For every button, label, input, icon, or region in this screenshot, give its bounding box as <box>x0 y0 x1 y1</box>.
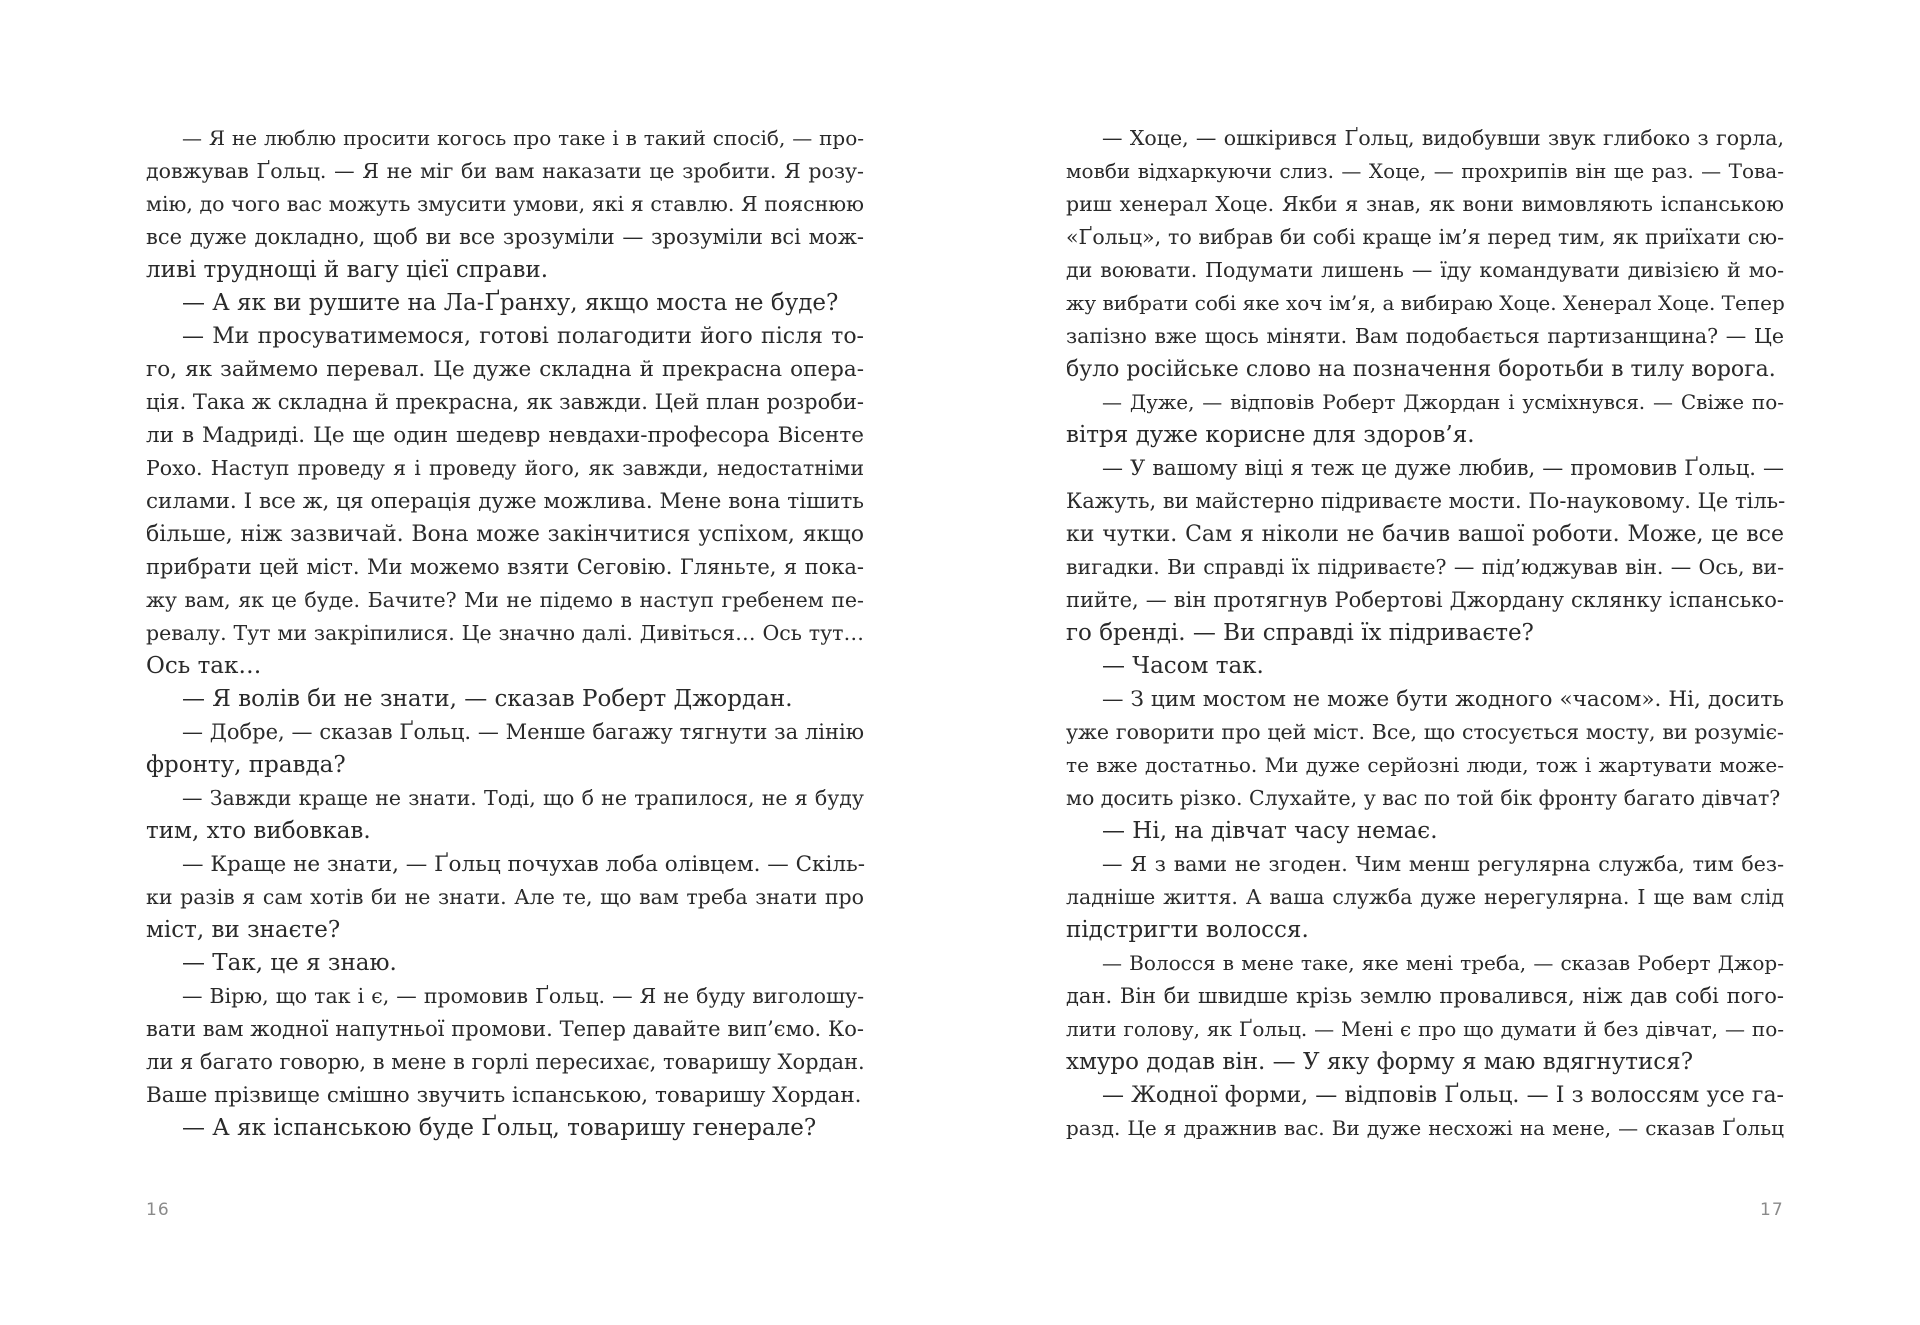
left-page-text <box>146 122 864 1145</box>
text-line: — Добре, — сказав Ґольц. — Менше багажу тягнути за лінію <box>182 720 864 744</box>
text-line: — З цим мостом не може бути жодного «часом». Ні, досить <box>1102 687 1784 712</box>
text-line: жу вам, як це буде. Бачите? Ми не підемо в наступ гребенем пе- <box>146 588 864 612</box>
text-line: го бренді. — Ви справді їх підриваєте? <box>1066 620 1534 646</box>
text-line: — Ми просуватимемося, готові полагодити його після то- <box>182 324 864 349</box>
text-line: Ваше прізвище смішно звучить іспанською, товаришу Хордан. <box>146 1083 862 1108</box>
text-line: все дуже докладно, щоб ви все зрозуміли — зрозуміли всі мож- <box>146 225 864 249</box>
text-line: жу вибрати собі яке хоч ім’я, а вибираю Хоце. Хенерал Хоце. Тепер <box>1066 291 1785 315</box>
text-line: ди воювати. Подумати лишень — їду командувати дивізією й мо- <box>1066 258 1784 282</box>
text-line: було російське слово на позначення боротьби в тилу ворога. <box>1066 357 1776 382</box>
text-line: лити голову, як Ґольц. — Мені є про що думати й без дівчат, — по- <box>1066 1017 1784 1041</box>
text-line: більше, ніж зазвичай. Вона може закінчитися успіхом, якщо <box>146 522 864 547</box>
right-page-text <box>1066 122 1784 1145</box>
text-line: Ось так… <box>146 653 262 679</box>
text-line: — Завжди краще не знати. Тоді, що б не трапилося, не я буду <box>182 786 864 810</box>
text-line: — Вірю, що так і є, — промовив Ґольц. — Я не буду виголошу- <box>182 984 864 1008</box>
text-line: — Я з вами не згоден. Чим менш регулярна служба, тим без- <box>1102 852 1784 876</box>
text-line: ки чутки. Сам я ніколи не бачив вашої роботи. Може, це все <box>1066 522 1784 547</box>
text-line: уже говорити про цей міст. Все, що стосується мосту, ви розуміє- <box>1066 720 1784 744</box>
text-line: — Я не люблю просити когось про таке і в такий спосіб, — про- <box>182 126 864 150</box>
text-line: Рохо. Наступ проведу я і проведу його, як завжди, недостатніми <box>146 456 864 480</box>
text-line: ли в Мадриді. Це ще один шедевр невдахи-професора Вісенте <box>146 423 864 448</box>
text-line: — Ні, на дівчат часу немає. <box>1102 818 1438 844</box>
text-line: ревалу. Тут ми закріпилися. Це значно далі. Дивіться… Ось тут… <box>146 621 864 645</box>
text-line: тим, хто вибовкав. <box>146 818 371 844</box>
text-line: силами. І все ж, ця операція дуже можлива. Мене вона тішить <box>146 489 864 514</box>
text-line: — Жодної форми, — відповів Ґольц. — І з волоссям усе га- <box>1102 1083 1784 1108</box>
text-line: — А як іспанською буде Ґольц, товаришу генерале? <box>182 1115 817 1141</box>
text-line: пийте, — він протягнув Робертові Джордану склянку іспансько- <box>1066 588 1784 612</box>
text-line: прибрати цей міст. Ми можемо взяти Сеговію. Гляньте, я пока- <box>146 555 864 579</box>
text-line: підстригти волосся. <box>1066 917 1309 943</box>
text-line: вигадки. Ви справді їх підриваєте? — під’юджував він. — Ось, ви- <box>1066 555 1784 579</box>
text-line: ливі труднощі й вагу цієї справи. <box>146 257 549 283</box>
text-line: мо досить різко. Слухайте, у вас по той бік фронту багато дівчат? <box>1066 786 1781 810</box>
text-line: риш хенерал Хоце. Якби я знав, як вони вимовляють іспанською <box>1066 192 1784 216</box>
text-line: — Я волів би не знати, — сказав Роберт Джордан. <box>182 686 793 712</box>
text-line: мовби відхаркуючи слиз. — Хоце, — прохрипів він ще раз. — Това- <box>1066 159 1784 183</box>
text-line: — Волосся в мене таке, яке мені треба, — сказав Роберт Джор- <box>1102 951 1784 975</box>
page-number-left: 16 <box>146 1200 170 1220</box>
text-line: ладніше життя. А ваша служба дуже нерегулярна. І ще вам слід <box>1066 885 1784 909</box>
page-number-right: 17 <box>1760 1200 1784 1220</box>
text-line: — Так, це я знаю. <box>182 950 397 976</box>
text-line: — У вашому віці я теж це дуже любив, — промовив Ґольц. — <box>1102 456 1784 480</box>
text-line: хмуро додав він. — У яку форму я маю вдягнутися? <box>1066 1049 1694 1075</box>
text-line: довжував Ґольц. — Я не міг би вам наказати це зробити. Я розу- <box>146 159 864 183</box>
text-line: — Часом так. <box>1102 653 1264 679</box>
text-line: вітря дуже корисне для здоров’я. <box>1066 422 1475 448</box>
text-line: ки разів я сам хотів би не знати. Але те, що вам треба знати про <box>146 885 864 909</box>
text-line: — Хоце, — ошкірився Ґольц, видобувши звук глибоко з горла, <box>1102 126 1784 150</box>
text-line: — Дуже, — відповів Роберт Джордан і усміхнувся. — Свіже по- <box>1102 390 1784 414</box>
text-line: дан. Він би швидше крізь землю провалився, ніж дав собі пого- <box>1066 984 1784 1008</box>
text-line: фронту, правда? <box>146 752 346 778</box>
text-line: «Ґольц», то вибрав би собі краще ім’я перед тим, як приїхати сю- <box>1066 225 1784 249</box>
text-line: те вже достатньо. Ми дуже серйозні люди, тож і жартувати може- <box>1066 753 1784 777</box>
text-line: ція. Така ж складна й прекрасна, як завжди. Цей план розроби- <box>146 390 864 414</box>
text-line: — А як ви рушите на Ла-Ґранху, якщо моста не буде? <box>182 290 839 316</box>
text-line: разд. Це я дражнив вас. Ви дуже несхожі на мене, — сказав Ґольц <box>1066 1116 1784 1140</box>
text-line: запізно вже щось міняти. Вам подобається партизанщина? — Це <box>1066 324 1784 348</box>
text-line: міст, ви знаєте? <box>146 917 341 943</box>
text-line: — Краще не знати, — Ґольц почухав лоба олівцем. — Скіль- <box>182 852 865 877</box>
text-line: ли я багато говорю, в мене в горлі пересихає, товаришу Хордан. <box>146 1050 865 1074</box>
text-line: Кажуть, ви майстерно підриваєте мости. По-науковому. Це тіль- <box>1066 489 1786 513</box>
text-line: мію, до чого вас можуть змусити умови, які я ставлю. Я пояснюю <box>146 192 864 216</box>
text-line: го, як займемо перевал. Це дуже складна й прекрасна опера- <box>146 357 864 382</box>
text-line: вати вам жодної напутньої промови. Тепер давайте вип’ємо. Ко- <box>146 1017 864 1041</box>
